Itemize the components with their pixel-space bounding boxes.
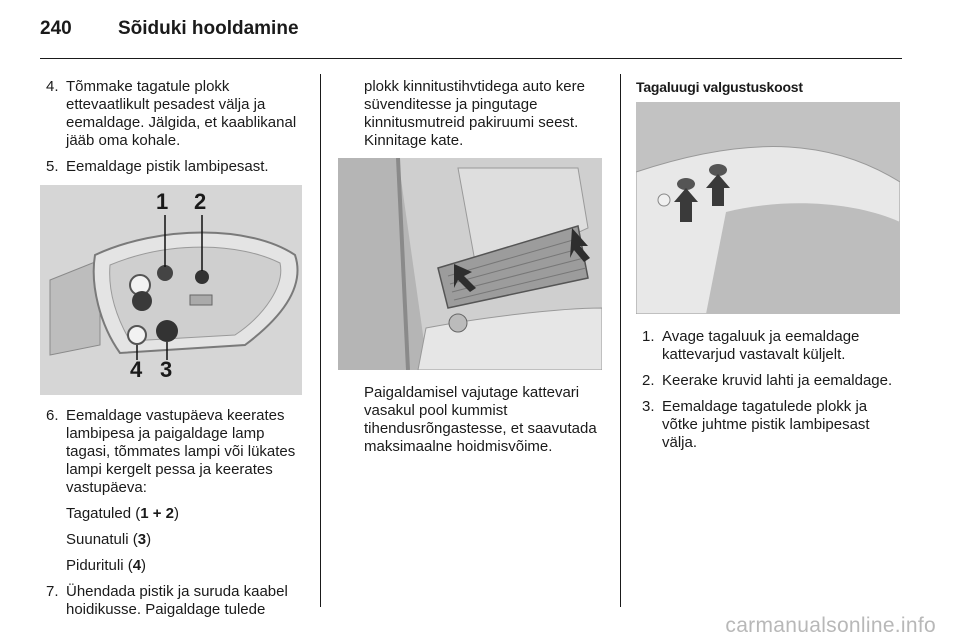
step-7	[40, 583, 306, 619]
tailgate-step-3	[636, 398, 902, 452]
column-2	[338, 78, 604, 464]
tailgate-light-figure	[636, 102, 900, 314]
tail-light-figure	[40, 185, 302, 395]
figure-label-4: 4	[130, 357, 143, 382]
column-3	[636, 78, 902, 460]
step-5-text: Eemaldage pistik lambipesast.	[66, 158, 269, 175]
page-number: 240	[40, 18, 72, 39]
column-divider-1	[320, 74, 321, 607]
figure-label-3: 3	[160, 357, 173, 382]
section-title: Tagaluugi valgustuskoost	[636, 79, 803, 95]
tailgate-step-1-number: 1.	[642, 328, 655, 345]
step-6-text: Eemaldage vastupäeva keerates lambipesa ja paigaldage lamp tagasi, tõmmates lampi või lükates lampi kergelt pessa ja keerates vastupäeva:	[66, 407, 296, 496]
figure-label-1: 1	[156, 189, 169, 214]
page-header	[40, 18, 902, 58]
lamp-brake-number: 4	[132, 557, 142, 574]
step-6	[40, 407, 306, 497]
step-7-continued: plokk kinnitustihvtidega auto kere süvenditesse ja pingutage kinnitusmutreid pakiruumi seest. Kinnitage kate.	[364, 78, 585, 149]
figure-label-2: 2	[194, 189, 207, 214]
header-divider	[40, 58, 902, 59]
step-6-number: 6.	[46, 407, 59, 424]
lamp-brake	[40, 557, 306, 575]
tailgate-step-2	[636, 372, 902, 390]
trunk-cover-figure	[338, 158, 602, 370]
step-5	[40, 158, 306, 176]
lamp-turn-label: Suunatuli (	[66, 531, 138, 548]
tailgate-step-2-text: Keerake kruvid lahti ja eemaldage.	[662, 372, 893, 389]
step-7-number: 7.	[46, 583, 59, 600]
tailgate-step-1	[636, 328, 902, 364]
tailgate-step-2-number: 2.	[642, 372, 655, 389]
tailgate-step-3-text: Eemaldage tagatulede plokk ja võtke juhtme pistik lambipesast välja.	[662, 398, 870, 451]
step-5-number: 5.	[46, 158, 59, 175]
step-4-text: Tõmmake tagatule plokk ettevaatlikult pesadest välja ja eemaldage. Jälgida, et kaablikanal jääb oma kohale.	[66, 78, 297, 149]
install-note: Paigaldamisel vajutage kattevari vasakul pool kummist tihendusrõngastesse, et saavutada maksimaalne hoidmisvõime.	[364, 384, 597, 455]
lamp-brake-label: Pidurituli (	[66, 557, 133, 574]
step-4-number: 4.	[46, 78, 59, 95]
lamp-brake-close: )	[141, 557, 147, 574]
lamp-turn-close: )	[146, 531, 152, 548]
page-title: Sõiduki hooldamine	[118, 18, 299, 39]
step-7-text: Ühendada pistik ja suruda kaabel hoidikusse. Paigaldage tulede	[66, 583, 288, 618]
column-divider-2	[620, 74, 621, 607]
lamp-tail-close: )	[174, 505, 179, 522]
column-1	[40, 78, 306, 627]
lamp-turn-number: 3	[137, 531, 147, 548]
tailgate-step-3-number: 3.	[642, 398, 655, 415]
lamp-tail-numbers: 1 + 2	[140, 505, 174, 522]
step-4	[40, 78, 306, 150]
lamp-tail-label: Tagatuled (	[66, 505, 141, 522]
watermark: carmanualsonline.info	[725, 614, 936, 637]
lamp-turn	[40, 531, 306, 549]
tailgate-step-1-text: Avage tagaluuk ja eemaldage kattevarjud vastavalt küljelt.	[662, 328, 860, 363]
lamp-tail	[40, 505, 306, 523]
